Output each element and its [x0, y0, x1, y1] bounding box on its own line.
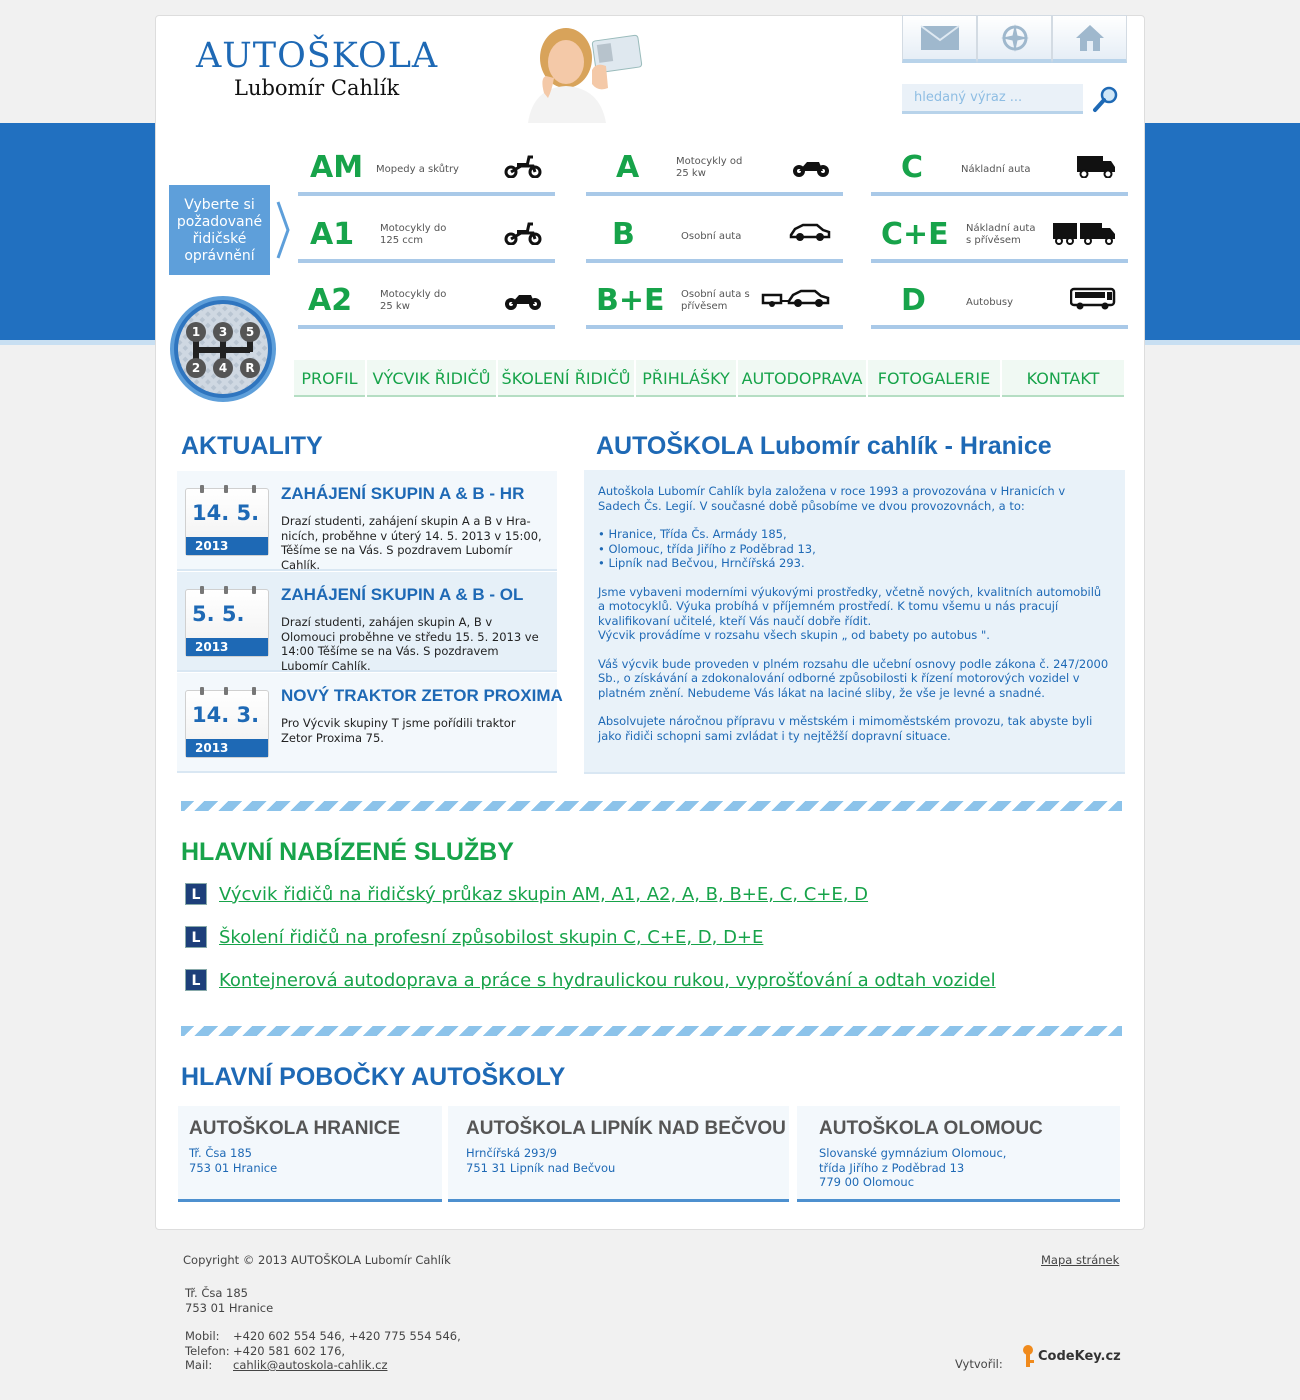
news-year: 2013: [186, 537, 268, 555]
service-item: [185, 969, 996, 991]
search-input[interactable]: [902, 84, 1083, 114]
nav-autodoprava[interactable]: AUTODOPRAVA: [738, 360, 866, 397]
gear-label-1: 1: [191, 325, 201, 339]
logo-title[interactable]: AUTOŠKOLA: [196, 36, 439, 76]
license-desc: Motocykly do 25 kw: [380, 289, 447, 312]
branch-address-line: Tř. Čsa 185: [189, 1146, 252, 1160]
main-nav: [294, 360, 1126, 397]
services-heading: HLAVNÍ NABÍZENÉ SLUŽBY: [181, 838, 514, 866]
email-icon[interactable]: [902, 15, 977, 63]
scooter-icon: [503, 221, 543, 249]
calendar-icon: [185, 690, 269, 758]
license-desc: Nákladní auta s přívěsem: [966, 223, 1036, 246]
branch-address-line: třída Jiřího z Poděbrad 13: [819, 1160, 965, 1175]
gear-label-5: 5: [245, 325, 255, 339]
license-desc: Osobní auta s přívěsem: [681, 289, 750, 312]
codekey-logo[interactable]: [1020, 1344, 1121, 1368]
l-plate-icon: L: [185, 969, 207, 991]
mobile-value: +420 602 554 546, +420 775 554 546,: [233, 1329, 461, 1343]
service-link[interactable]: Školení řidičů na profesní způsobilost skupin C, C+E, D, D+E: [219, 926, 764, 948]
license-card-am[interactable]: [298, 140, 555, 196]
service-link[interactable]: Kontejnerová autodoprava a práce s hydraulickou rukou, vyprošťování a odtah vozidel: [219, 969, 996, 991]
license-card-b[interactable]: [586, 207, 843, 263]
license-code: C: [901, 150, 924, 185]
gear-label-r: R: [245, 361, 255, 375]
license-card-a[interactable]: [586, 140, 843, 196]
footer-address-line: Tř. Čsa 185: [185, 1286, 248, 1300]
motorcycle-icon: [791, 154, 831, 182]
license-desc: Mopedy a skůtry: [376, 164, 459, 175]
calendar-icon: [185, 488, 269, 556]
license-card-d[interactable]: [871, 273, 1128, 329]
gear-knob-icon: [170, 296, 276, 402]
license-card-b-plus-e[interactable]: [586, 273, 843, 329]
license-code: AM: [310, 150, 364, 185]
license-card-a1[interactable]: [298, 207, 555, 263]
license-code: A1: [310, 217, 355, 252]
news-body: Pro Výcvik skupiny T jsme pořídili traktor Zetor Proxima 75.: [281, 716, 516, 745]
branch-address-line: Hrnčířská 293/9: [466, 1146, 558, 1160]
branch-title: AUTOŠKOLA HRANICE: [189, 1118, 401, 1139]
divider-stripe: [181, 1026, 1122, 1036]
about-location: • Lipník nad Bečvou, Hrnčířská 293.: [598, 556, 805, 570]
l-plate-icon: L: [185, 883, 207, 905]
calendar-icon: [185, 589, 269, 657]
news-date: 5. 5.: [192, 602, 245, 626]
about-paragraph: Absolvujete náročnou přípravu v městském i mimoměstském provozu, tak abyste byli jako řidiči schopni sami zvládat i ty nejtěžší dopravní situace.: [598, 714, 1093, 743]
hero-girl-image: [488, 18, 648, 123]
footer-contacts: [185, 1329, 461, 1373]
key-icon: [1020, 1344, 1036, 1368]
logo-subtitle[interactable]: Lubomír Cahlík: [234, 76, 400, 100]
footer-copyright: Copyright © 2013 AUTOŠKOLA Lubomír Cahlík: [183, 1253, 451, 1267]
news-date: 14. 5.: [192, 501, 260, 525]
service-item: [185, 926, 763, 948]
scooter-icon: [503, 154, 543, 182]
branches-heading: HLAVNÍ POBOČKY AUTOŠKOLY: [181, 1063, 566, 1091]
nav-fotogalerie[interactable]: FOTOGALERIE: [868, 360, 1000, 397]
news-year: 2013: [186, 739, 268, 757]
license-code: A2: [308, 283, 353, 318]
license-desc: Osobní auta: [681, 231, 742, 242]
l-plate-icon: L: [185, 926, 207, 948]
news-body: Drazí studenti, zahájen skupin A, B v Olomouci proběhne ve středu 15. 5. 2013 ve 14:00 Těšíme se na Vás. S pozdravem Lubomír Cahlík.: [281, 615, 539, 673]
footer-address-line: 753 01 Hranice: [185, 1300, 274, 1315]
service-link[interactable]: Výcvik řidičů na řidičský průkaz skupin AM, A1, A2, A, B, B+E, C, C+E, D: [219, 883, 869, 905]
branch-card-lipnik[interactable]: [448, 1106, 789, 1202]
search-icon[interactable]: [1092, 85, 1120, 113]
news-item[interactable]: [177, 673, 563, 773]
license-desc: Motocykly do 125 ccm: [380, 223, 447, 246]
nav-vycvik-ridicu[interactable]: VÝCVIK ŘIDIČŮ: [367, 360, 496, 397]
service-item: [185, 883, 868, 905]
license-code: B+E: [596, 283, 665, 318]
license-desc: Autobusy: [966, 297, 1014, 308]
license-code: C+E: [881, 217, 949, 252]
license-code: D: [901, 283, 926, 318]
mobile-label: Mobil:: [185, 1329, 220, 1343]
about-text-box: [584, 470, 1125, 774]
car-icon: [789, 221, 831, 247]
truck-trailer-icon: [1052, 221, 1116, 249]
home-icon[interactable]: [1052, 15, 1127, 63]
email-link[interactable]: cahlik@autoskola-cahlik.cz: [233, 1358, 388, 1372]
news-title[interactable]: ZAHÁJENÍ SKUPIN A & B - OL: [281, 585, 524, 604]
about-location: • Hranice, Třída Čs. Armády 185,: [598, 527, 787, 541]
footer-address: [185, 1286, 273, 1315]
news-item[interactable]: [177, 572, 557, 672]
news-date: 14. 3.: [192, 703, 260, 727]
branch-title: AUTOŠKOLA LIPNÍK NAD BEČVOU: [466, 1118, 786, 1139]
about-paragraph: Jsme vybaveni moderními výukovými prostředky, včetně nových, kvalitních automobilů a motocyklů. Výuka probíhá v příjemném prostředí. K tomu všemu u nás pracují kvalifikovaní učitelé, kteří Vás naučí dobře řídit.: [598, 584, 1102, 628]
license-code: A: [616, 150, 640, 185]
news-heading: AKTUALITY: [181, 432, 323, 460]
gear-label-4: 4: [218, 361, 228, 375]
about-location: • Olomouc, třída Jiřího z Poděbrad 13,: [598, 541, 816, 556]
license-card-a2[interactable]: [298, 273, 555, 329]
about-paragraph: Autoškola Lubomír Cahlík byla založena v roce 1993 a provozována v Hranicích v Sadech Čs. Legií. V současné době působíme ve dvou provozovnách, a to:: [598, 484, 1066, 513]
news-body: Drazí studenti, zahájení skupin A a B v Hra-nicích, proběhne v úterý 14. 5. 2013 v 15:00, Těšíme se na Vás. S pozdravem Lubomír Cahlík.: [281, 514, 542, 572]
about-paragraph: Výcvik provádíme v rozsahu všech skupin „ od babety po autobus ".: [598, 628, 990, 642]
about-locations-list: [598, 527, 1111, 571]
divider-stripe: [181, 801, 1122, 811]
about-heading: AUTOŠKOLA Lubomír cahlík - Hranice: [596, 432, 1052, 460]
nav-kontakt[interactable]: KONTAKT: [1002, 360, 1124, 397]
motorcycle-icon: [503, 287, 543, 315]
license-desc: Nákladní auta: [961, 164, 1031, 175]
codekey-logo-text: CodeKey.cz: [1038, 1348, 1121, 1364]
choose-license-label: Vyberte si požadované řidičské oprávnění: [169, 185, 270, 275]
phone-label: Telefon:: [185, 1343, 230, 1358]
chevron-right-icon: [276, 200, 290, 260]
truck-icon: [1076, 154, 1116, 182]
nav-prihlasky[interactable]: PŘIHLÁŠKY: [636, 360, 736, 397]
gear-label-3: 3: [218, 325, 228, 339]
car-trailer-icon: [761, 287, 831, 313]
license-desc: Motocykly od 25 kw: [676, 156, 743, 179]
branch-title: AUTOŠKOLA OLOMOUC: [819, 1118, 1043, 1139]
news-title[interactable]: ZAHÁJENÍ SKUPIN A & B - HR: [281, 484, 525, 503]
mail-label: Mail:: [185, 1358, 213, 1372]
sitemap-link[interactable]: Mapa stránek: [1041, 1253, 1120, 1267]
compass-icon[interactable]: [977, 15, 1052, 63]
license-code: B: [612, 217, 635, 252]
license-card-c[interactable]: [871, 140, 1128, 196]
bus-icon: [1070, 287, 1116, 315]
phone-value: +420 581 602 176,: [233, 1343, 346, 1358]
nav-profil[interactable]: PROFIL: [294, 360, 365, 397]
branch-address-line: 753 01 Hranice: [189, 1160, 278, 1175]
about-paragraph: Váš výcvik bude proveden v plném rozsahu dle učební osnovy podle zákona č. 247/2000 Sb., o získávání a zdokonalování odborné způsobilosti k řízení motorových vozidel v platném znění. Nebudeme Vás lákat na laciné sliby, že vše je levné a snadné.: [598, 656, 1109, 700]
top-icon-bar: [902, 15, 1127, 65]
branch-card-hranice[interactable]: [178, 1106, 442, 1202]
news-title[interactable]: NOVÝ TRAKTOR ZETOR PROXIMA: [281, 686, 563, 705]
license-card-c-plus-e[interactable]: [871, 207, 1128, 263]
branch-address-line: 751 31 Lipník nad Bečvou: [466, 1160, 616, 1175]
gear-label-2: 2: [191, 361, 201, 375]
nav-skoleni-ridicu[interactable]: ŠKOLENÍ ŘIDIČŮ: [498, 360, 634, 397]
branch-card-olomouc[interactable]: [797, 1106, 1120, 1202]
news-item[interactable]: [177, 471, 557, 571]
news-year: 2013: [186, 638, 268, 656]
created-by-label: Vytvořil:: [955, 1357, 1003, 1371]
branch-address-line: 779 00 Olomouc: [819, 1175, 915, 1189]
branch-address-line: Slovanské gymnázium Olomouc,: [819, 1146, 1007, 1160]
